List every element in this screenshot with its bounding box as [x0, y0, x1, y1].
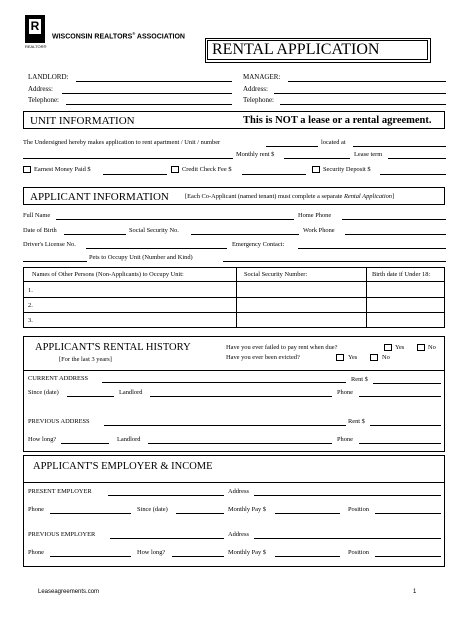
- footer-site: Leaseagreements.com: [38, 589, 100, 595]
- failed-to-pay-yes-checkbox[interactable]: [384, 344, 392, 351]
- employer-divider: [24, 482, 444, 483]
- located-at-field[interactable]: [353, 146, 446, 147]
- unit-info-header-box: [23, 111, 445, 129]
- occupants-header-birthdate: Birth date if Under 18:: [372, 271, 431, 278]
- drivers-license-field[interactable]: [86, 248, 227, 249]
- earnest-money-label: Earnest Money Paid $: [34, 166, 91, 173]
- manager-field[interactable]: [288, 81, 446, 82]
- previous-rent-label: Rent $: [348, 418, 365, 425]
- previous-employer-phone-label: Phone: [28, 549, 44, 556]
- located-at-label: located at: [321, 139, 346, 146]
- current-landlord-field[interactable]: [150, 396, 332, 397]
- current-since-field[interactable]: [67, 396, 114, 397]
- current-address-label: CURRENT ADDRESS: [28, 375, 89, 382]
- present-employer-label: PRESENT EMPLOYER: [28, 488, 92, 495]
- unit-number-field[interactable]: [266, 146, 318, 147]
- occupants-row-divider-3: [24, 312, 445, 313]
- landlord-field[interactable]: [76, 81, 232, 82]
- landlord-address-field[interactable]: [62, 93, 232, 94]
- previous-monthly-pay-label: Monthly Pay $: [228, 549, 266, 556]
- current-phone-field[interactable]: [359, 396, 441, 397]
- previous-rent-field[interactable]: [370, 425, 441, 426]
- full-name-field[interactable]: [56, 219, 294, 220]
- landlord-label: LANDLORD:: [28, 73, 69, 81]
- occupants-col-divider-2: [366, 268, 367, 328]
- current-phone-label: Phone: [337, 389, 353, 396]
- page-number: 1: [413, 589, 417, 595]
- previous-employer-field[interactable]: [110, 538, 224, 539]
- occupants-header-names: Names of Other Persons (Non-Applicants) to Occupy Unit:: [32, 271, 184, 278]
- manager-address-label: Address:: [243, 85, 268, 93]
- date-of-birth-label: Date of Birth: [23, 227, 57, 234]
- present-employer-field[interactable]: [108, 495, 224, 496]
- co-applicant-note: [185, 193, 394, 200]
- previous-position-label: Position: [348, 549, 369, 556]
- association-tail: ASSOCIATION: [135, 33, 185, 41]
- previous-phone-label: Phone: [337, 436, 353, 443]
- previous-employer-how-long-field[interactable]: [172, 556, 224, 557]
- co-applicant-note-prefix: [Each Co-Applicant (named tenant) must complete a separate: [185, 193, 344, 200]
- logo-caption: REALTOR®: [25, 44, 47, 49]
- security-deposit-label: Security Deposit $: [323, 166, 371, 173]
- unit-intro-text: The Undersigned hereby makes application to rent apartment / Unit / number: [23, 139, 221, 146]
- monthly-rent-field[interactable]: [284, 158, 350, 159]
- landlord-address-label: Address:: [28, 85, 53, 93]
- occupant-row-2-number: 2.: [28, 302, 33, 309]
- association-text: WISCONSIN REALTORS: [52, 33, 133, 41]
- credit-check-label: Credit Check Fee $: [182, 166, 232, 173]
- previous-phone-field[interactable]: [359, 443, 441, 444]
- security-deposit-checkbox[interactable]: [312, 166, 320, 173]
- registered-mark: ®: [132, 31, 136, 36]
- lease-term-field[interactable]: [388, 158, 446, 159]
- failed-to-pay-question: Have you ever failed to pay rent when due?: [226, 344, 338, 351]
- lease-term-label: Lease term: [354, 151, 383, 158]
- security-deposit-field[interactable]: [380, 174, 446, 175]
- pets-field[interactable]: [223, 261, 446, 262]
- previous-employer-address-label: Address: [228, 531, 249, 538]
- previous-landlord-field[interactable]: [148, 443, 332, 444]
- current-rent-field[interactable]: [373, 383, 441, 384]
- present-position-label: Position: [348, 506, 369, 513]
- emergency-contact-field[interactable]: [298, 248, 446, 249]
- manager-address-field[interactable]: [274, 93, 446, 94]
- realtor-r-icon: R: [30, 19, 40, 33]
- previous-monthly-pay-field[interactable]: [275, 556, 340, 557]
- current-since-label: Since (date): [28, 389, 59, 396]
- manager-label: MANAGER:: [243, 73, 281, 81]
- landlord-telephone-label: Telephone:: [28, 96, 59, 104]
- occupants-table: [23, 267, 445, 328]
- applicant-info-heading: APPLICANT INFORMATION: [30, 191, 169, 203]
- current-rent-label: Rent $: [351, 376, 368, 383]
- date-of-birth-field[interactable]: [64, 234, 126, 235]
- drivers-license-label: Driver's License No.: [23, 241, 76, 248]
- previous-address-label: PREVIOUS ADDRESS: [28, 418, 90, 425]
- title-box: [205, 38, 431, 63]
- evicted-question: Have you ever been evicted?: [226, 354, 300, 361]
- occupants-col-divider-1: [236, 268, 237, 328]
- work-phone-field[interactable]: [345, 234, 446, 235]
- evicted-yes-checkbox[interactable]: [336, 354, 344, 361]
- present-monthly-pay-label: Monthly Pay $: [228, 506, 266, 513]
- present-position-field[interactable]: [375, 513, 441, 514]
- previous-position-field[interactable]: [375, 556, 441, 557]
- not-a-lease-notice: This is NOT a lease or a rental agreement.: [243, 115, 432, 126]
- home-phone-field[interactable]: [342, 219, 446, 220]
- landlord-telephone-field[interactable]: [66, 104, 232, 105]
- previous-employer-label: PREVIOUS EMPLOYER: [28, 531, 96, 538]
- occupants-header-ssn: Social Security Number:: [244, 271, 308, 278]
- failed-to-pay-yes-label: Yes: [395, 344, 405, 351]
- unit-address-field[interactable]: [23, 158, 233, 159]
- credit-check-checkbox[interactable]: [171, 166, 179, 173]
- occupant-row-1-number: 1.: [28, 287, 33, 294]
- realtor-logo: [25, 15, 45, 43]
- failed-to-pay-no-label: No: [428, 344, 436, 351]
- present-employer-phone-label: Phone: [28, 506, 44, 513]
- applicant-info-header-box: [23, 187, 445, 205]
- previous-how-long-label: How long?: [28, 436, 57, 443]
- unit-info-heading: UNIT INFORMATION: [30, 115, 135, 127]
- home-phone-label: Home Phone: [298, 212, 332, 219]
- evicted-yes-label: Yes: [348, 354, 358, 361]
- pets-field-left[interactable]: [23, 261, 87, 262]
- previous-employer-phone-field[interactable]: [50, 556, 131, 557]
- current-landlord-label: Landlord: [119, 389, 143, 396]
- manager-telephone-field[interactable]: [280, 104, 446, 105]
- association-name: [52, 31, 185, 40]
- manager-telephone-label: Telephone:: [243, 96, 274, 104]
- rental-history-subheading: [For the last 3 years]: [59, 356, 112, 363]
- full-name-label: Full Name: [23, 212, 51, 219]
- previous-employer-address-field[interactable]: [254, 538, 441, 539]
- evicted-no-label: No: [382, 354, 390, 361]
- previous-landlord-label: Landlord: [117, 436, 141, 443]
- failed-to-pay-no-checkbox[interactable]: [417, 344, 425, 351]
- emergency-contact-label: Emergency Contact:: [232, 241, 285, 248]
- present-employer-since-label: Since (date): [137, 506, 168, 513]
- previous-address-field[interactable]: [104, 425, 346, 426]
- present-employer-phone-field[interactable]: [50, 513, 131, 514]
- credit-check-field[interactable]: [242, 174, 306, 175]
- earnest-money-field[interactable]: [103, 174, 167, 175]
- earnest-money-checkbox[interactable]: [23, 166, 31, 173]
- employer-heading: APPLICANT'S EMPLOYER & INCOME: [33, 461, 213, 472]
- rental-history-heading: APPLICANT'S RENTAL HISTORY: [35, 342, 191, 353]
- work-phone-label: Work Phone: [303, 227, 335, 234]
- current-address-field[interactable]: [102, 382, 346, 383]
- pets-label: Pets to Occupy Unit (Number and Kind): [89, 254, 193, 261]
- page-title: RENTAL APPLICATION: [212, 41, 380, 58]
- ssn-label: Social Security No.: [129, 227, 179, 234]
- present-employer-address-field[interactable]: [254, 495, 441, 496]
- evicted-no-checkbox[interactable]: [370, 354, 378, 361]
- present-employer-since-field[interactable]: [176, 513, 224, 514]
- co-applicant-note-italic: Rental Application: [344, 193, 392, 200]
- present-monthly-pay-field[interactable]: [275, 513, 340, 514]
- ssn-field[interactable]: [191, 234, 299, 235]
- co-applicant-note-suffix: ]: [391, 193, 395, 200]
- present-employer-address-label: Address: [228, 488, 249, 495]
- occupants-row-divider-2: [24, 297, 445, 298]
- occupants-row-divider-1: [24, 281, 445, 282]
- previous-employer-how-long-label: How long?: [137, 549, 166, 556]
- rental-history-divider: [24, 370, 444, 371]
- previous-how-long-field[interactable]: [61, 443, 109, 444]
- occupant-row-3-number: 3.: [28, 317, 33, 324]
- monthly-rent-label: Monthly rent $: [236, 151, 275, 158]
